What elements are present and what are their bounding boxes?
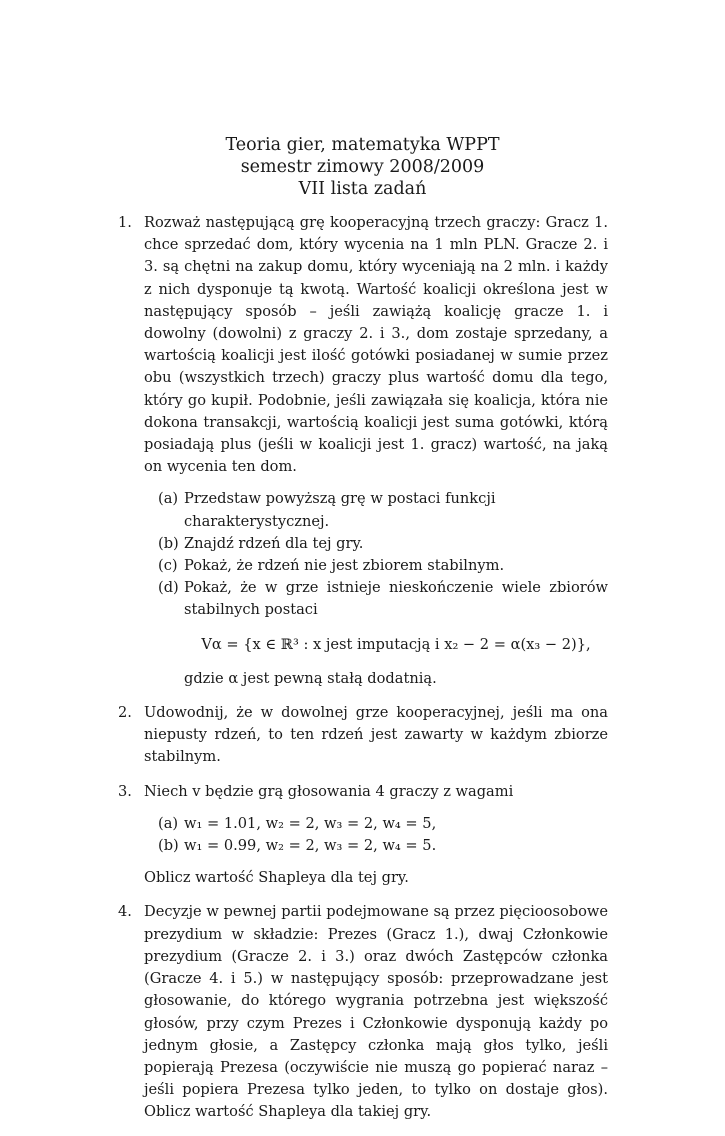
problem-text: Decyzje w pewnej partii podejmowane są przez pięcioosobowe prezydium w składzie: Prezes (Gracz 1.), dwaj Członkowie prezydium (Gracze 2. i 3.) oraz dwóch Zastępców członka (Gracze 4. i 5.) w następujący sposób: przeprowadzane jest głosowanie, do którego wygrania potrzebna jest większość głosów, przy czym Prezes i Członkowie dysponują każdy po jednym głosie, a Zastępcy członka mają głos tylko, jeśli popierają Prezesa (oczywiście nie muszą go popierać naraz – jeśli popiera Prezesa tylko jeden, to tylko on dostaje głos). Oblicz wartość Shapleya dla takiej gry.	[144, 903, 608, 1121]
subitem-list	[144, 813, 608, 857]
problem-number: 4.	[118, 903, 132, 921]
header-title: Teoria gier, matematyka WPPT	[225, 135, 500, 155]
problem-number: 1.	[118, 214, 132, 231]
problem-1	[118, 212, 608, 690]
problem-4	[118, 901, 608, 1123]
subitem-b	[144, 533, 608, 555]
subitem-d	[144, 577, 608, 621]
header-semester: semestr zimowy 2008/2009	[240, 157, 485, 177]
subitem-text: Znajdź rdzeń dla tej gry.	[184, 534, 364, 552]
subitem-b	[144, 835, 608, 857]
subitem-label: (c)	[158, 557, 178, 575]
subitem-text: Przedstaw powyższą grę w postaci funkcji charakterystycznej.	[184, 490, 496, 530]
subitem-label: (a)	[158, 814, 179, 832]
document-header	[0, 134, 725, 200]
subitem-text: Pokaż, że rdzeń nie jest zbiorem stabilnym.	[184, 557, 505, 575]
problem-number: 2.	[118, 704, 132, 722]
subitem-text: w₁ = 0.99, w₂ = 2, w₃ = 2, w₄ = 5.	[184, 837, 437, 855]
problem-3	[118, 781, 608, 890]
subitem-label: (b)	[158, 534, 179, 552]
subitem-text: Pokaż, że w grze istnieje nieskończenie wiele zbiorów stabilnych postaci	[184, 579, 608, 619]
subitem-c	[144, 555, 608, 577]
subitem-a	[144, 488, 608, 532]
problem-list	[118, 212, 608, 1136]
problem-text: Rozważ następującą grę kooperacyjną trzech graczy: Gracz 1. chce sprzedać dom, który wycenia na 1 mln PLN. Gracze 2. i 3. są chętni na zakup domu, który wyceniają na 2 mln. i każdy z nich dysponuje tą kwotą. Wartość koalicji określona jest w następujący sposób – jeśli zawiążą koalicję gracze 1. i dowolny (dowolni) z graczy 2. i 3., dom zostaje sprzedany, a wartością koalicji jest ilość gotówki posiadanej w sumie przez obu (wszystkich trzech) graczy plus wartość domu dla tego, który go kupił. Podobnie, jeśli zawiązała się koalicja, która nie dokona transakcji, wartością koalicji jest suma gotówki, którą posiadają plus (jeśli w koalicji jest 1. gracz) wartość, na jaką on wycenia ten dom.	[144, 214, 608, 476]
problem-2	[118, 702, 608, 769]
problem-number: 3.	[118, 782, 132, 800]
subitem-label: (b)	[158, 837, 179, 855]
subitem-text: w₁ = 1.01, w₂ = 2, w₃ = 2, w₄ = 5,	[184, 814, 437, 832]
header-list-title: VII lista zadań	[298, 179, 427, 199]
subitem-list	[144, 488, 608, 690]
formula-stable-sets: Vα = {x ∈ ℝ³ : x jest imputacją i x₂ − 2 = α(x₃ − 2)},	[201, 635, 591, 653]
subitem-label: (a)	[158, 490, 179, 508]
problem-text: Udowodnij, że w dowolnej grze kooperacyjnej, jeśli ma ona niepusty rdzeń, to ten rdzeń jest zawarty w każdym zbiorze stabilnym.	[144, 704, 608, 766]
subitem-a	[144, 813, 608, 835]
problem-text: Niech v będzie grą głosowania 4 graczy z wagami	[144, 782, 514, 800]
formula-note: gdzie α jest pewną stałą dodatnią.	[184, 669, 437, 687]
subitem-label: (d)	[158, 579, 179, 597]
problem-instruction: Oblicz wartość Shapleya dla tej gry.	[144, 869, 409, 887]
